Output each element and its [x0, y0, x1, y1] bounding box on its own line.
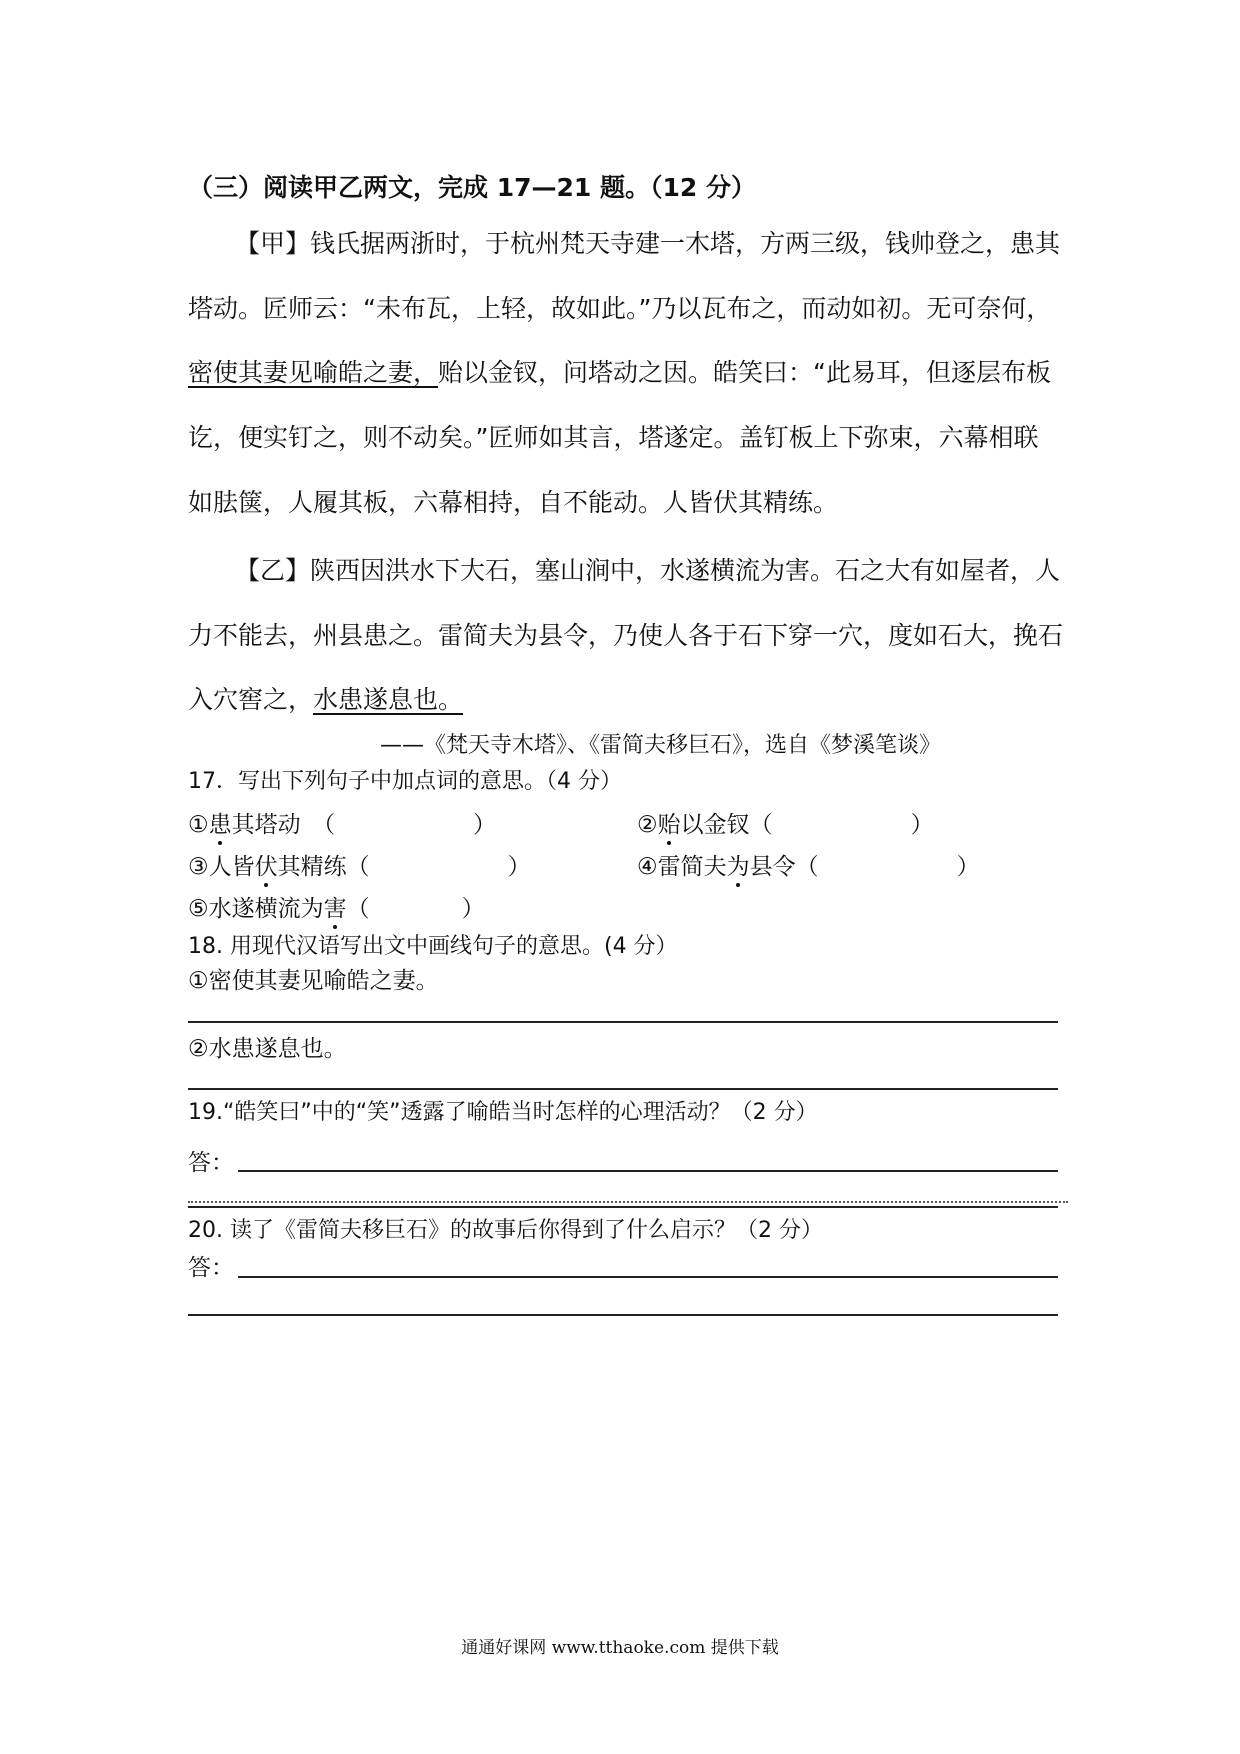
passage-jia-line-4: 讫，便实钉之，则不动矣。”匠师如其言，塔遂定。盖钉板上下弥束，六幕相联	[188, 423, 1039, 452]
q17-item-4: ④雷简夫为县令（ ）	[637, 848, 980, 881]
q18-item-1: ①密使其妻见喻皓之妻。	[188, 968, 439, 994]
answer-line	[238, 1276, 1058, 1278]
q17-item-5: ⑤水遂横流为害（ ）	[188, 890, 485, 923]
dotted-line	[188, 1201, 1068, 1203]
answer-line	[238, 1170, 1058, 1172]
answer-line	[188, 1021, 1058, 1023]
q20-title: 20. 读了《雷简夫移巨石》的故事后你得到了什么启示？（2 分）	[188, 1218, 823, 1243]
passage-yi-line-1: 【乙】陕西因洪水下大石，塞山涧中，水遂横流为害。石之大有如屋者，人	[235, 556, 1061, 585]
q17-item-2: ②贻以金钗（ ）	[637, 806, 934, 839]
q18-title: 18. 用现代汉语写出文中画线句子的意思。(4 分）	[188, 934, 678, 959]
passage-jia-line-5: 如胠箧，人履其板，六幕相持，自不能动。人皆伏其精练。	[188, 488, 839, 517]
answer-line	[188, 1314, 1058, 1316]
answer-line	[188, 1206, 1058, 1208]
answer-line	[188, 1088, 1058, 1090]
q17-item-3: ③人皆伏其精练（ ）	[188, 848, 531, 881]
passage-yi-line-2: 力不能去，州县患之。雷简夫为县令，乃使人各于石下穿一穴，度如石大，挽石	[188, 621, 1064, 650]
q19-title: 19.“皓笑曰”中的“笑”透露了喻皓当时怎样的心理活动？（2 分）	[188, 1100, 818, 1125]
q17-item-1: ①患其塔动 （ ）	[188, 806, 496, 839]
section-title: （三）阅读甲乙两文，完成 17—21 题。（12 分）	[188, 173, 756, 202]
underlined-sentence-1: 密使其妻见喻皓之妻，	[188, 358, 439, 387]
underlined-sentence-2: 水患遂息也。	[313, 685, 464, 714]
q18-item-2: ②水患遂息也。	[188, 1036, 347, 1062]
q17-title: 17．写出下列句子中加点词的意思。（4 分）	[188, 769, 622, 794]
passage-yi-line-3: 入穴窖之，水患遂息也。	[188, 685, 464, 714]
passage-jia-line-3: 密使其妻见喻皓之妻，贻以金钗，问塔动之因。皓笑曰：“此易耳，但逐层布板	[188, 358, 1051, 387]
footer-text: 通通好课网 www.tthaoke.com 提供下载	[461, 1638, 779, 1658]
source-citation: ——《梵天寺木塔》、《雷简夫移巨石》，选自《梦溪笔谈》	[380, 733, 942, 758]
passage-jia-line-1: 【甲】钱氏据两浙时，于杭州梵天寺建一木塔，方两三级，钱帅登之，患其	[235, 229, 1061, 258]
q20-answer-label: 答：	[188, 1255, 234, 1281]
passage-jia-line-2: 塔动。匠师云：“未布瓦，上轻，故如此。”乃以瓦布之，而动如初。无可奈何，	[188, 294, 1052, 323]
q19-answer-label: 答：	[188, 1150, 234, 1176]
